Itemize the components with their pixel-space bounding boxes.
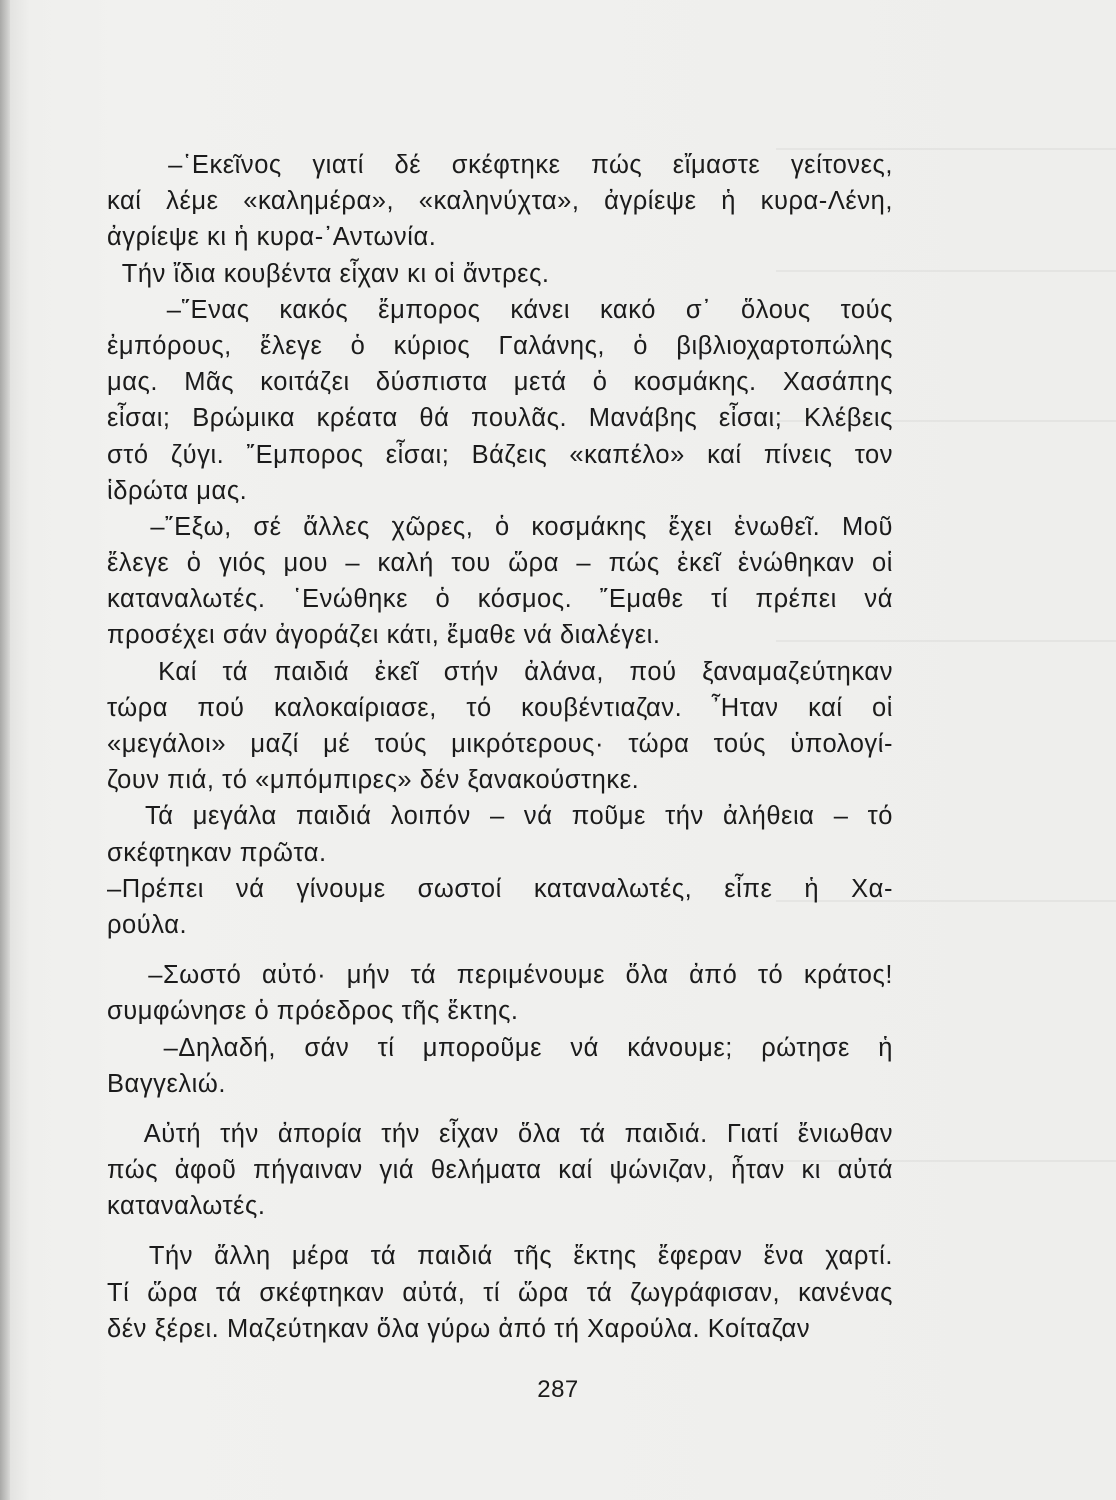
text-line: προσέχει σάν ἀγοράζει κάτι, ἔμαθε νά διαλέγει. [107,621,661,650]
body-text [107,147,893,1347]
text-line: Τί ὥρα τά σκέφτηκαν αὐτά, τί ὥρα τά ζωγράφισαν, κανένας [107,1278,893,1307]
text-line: –Πρέπει νά γίνουμε σωστοί καταναλωτές, εἶπε ἡ Χα- [107,874,893,903]
text-line: –῞Ενας κακός ἔμπορος κάνει κακό σ᾿ ὅλους τούς [107,295,893,324]
paragraph [107,798,893,870]
paragraph [107,1238,893,1347]
text-line: ἔλεγε ὁ γιός μου – καλή του ὥρα – πώς ἐκεῖ ἑνώθηκαν οἱ [107,549,893,578]
text-line: μας. Μᾶς κοιτάζει δύσπιστα μετά ὁ κοσμάκης. Χασάπης [107,368,893,397]
text-line: καταναλωτές. [107,1192,266,1221]
text-line: στό ζύγι. ῎Εμπορος εἶσαι; Βάζεις «καπέλο» καί πίνεις τον [107,440,893,469]
text-line: ἐμπόρους, ἔλεγε ὁ κύριος Γαλάνης, ὁ βιβλιοχαρτοπώλης [107,331,893,360]
text-line: καί λέμε «καλημέρα», «καληνύχτα», ἀγρίεψε ἡ κυρα-Λένη, [107,187,893,216]
text-line: Τήν ἴδια κουβέντα εἶχαν κι οἱ ἄντρες. [107,259,550,288]
paragraph [107,654,893,799]
paragraph [107,292,893,509]
paragraph [107,509,893,654]
text-line: καταναλωτές. ῾Ενώθηκε ὁ κόσμος. ῎Εμαθε τί πρέπει νά [107,585,893,614]
paragraph [107,1030,893,1102]
text-line: Καί τά παιδιά ἐκεῖ στήν ἀλάνα, πού ξαναμαζεύτηκαν [107,657,893,686]
paragraph [107,871,893,943]
text-line: Τήν ἄλλη μέρα τά παιδιά τῆς ἕκτης ἔφεραν ἕνα χαρτί. [107,1242,893,1271]
binding-edge [0,0,10,1500]
text-line: ἀγρίεψε κι ἡ κυρα-᾿Αντωνία. [107,223,437,252]
paragraph [107,957,893,1029]
text-line: Βαγγελιώ. [107,1069,226,1098]
text-line: συμφώνησε ὁ πρόεδρος τῆς ἕκτης. [107,997,519,1026]
text-line: δέν ξέρει. Μαζεύτηκαν ὅλα γύρω ἀπό τή Χαρούλα. Κοίταζαν [107,1314,811,1343]
text-line: –῾Εκεῖνος γιατί δέ σκέφτηκε πώς εἴμαστε γείτονες, [107,151,893,179]
text-line: –Δηλαδή, σάν τί μποροῦμε νά κάνουμε; ρώτησε ἡ [107,1033,893,1062]
text-line: –Σωστό αὐτό· μήν τά περιμένουμε ὅλα ἀπό τό κράτος! [107,961,893,990]
page-number: 287 [537,1376,579,1403]
text-line: ρούλα. [107,910,188,939]
text-line: σκέφτηκαν πρῶτα. [107,838,327,867]
text-line: εἶσαι; Βρώμικα κρέατα θά πουλᾶς. Μανάβης εἶσαι; Κλέβεις [107,404,893,433]
text-line: ἱδρώτα μας. [107,476,248,505]
paragraph [107,256,893,292]
paragraph [107,1116,893,1225]
text-line: τώρα πού καλοκαίριασε, τό κουβέντιαζαν. ῏Ηταν καί οἱ [107,693,893,722]
text-line: –῎Εξω, σέ ἄλλες χῶρες, ὁ κοσμάκης ἔχει ἑνωθεῖ. Μοῦ [107,512,893,541]
text-line: Τά μεγάλα παιδιά λοιπόν – νά ποῦμε τήν ἀλήθεια – τό [107,802,893,831]
text-line: ζουν πιά, τό «μπόμπιρες» δέν ξανακούστηκε. [107,766,640,795]
paragraph [107,147,893,256]
text-line: Αὐτή τήν ἀπορία τήν εἶχαν ὅλα τά παιδιά. Γιατί ἔνιωθαν [107,1119,893,1148]
text-line: πώς ἀφοῦ πήγαιναν γιά θελήματα καί ψώνιζαν, ἦταν κι αὐτά [107,1156,893,1185]
text-line: «μεγάλοι» μαζί μέ τούς μικρότερους· τώρα τούς ὑπολογί- [107,730,893,758]
